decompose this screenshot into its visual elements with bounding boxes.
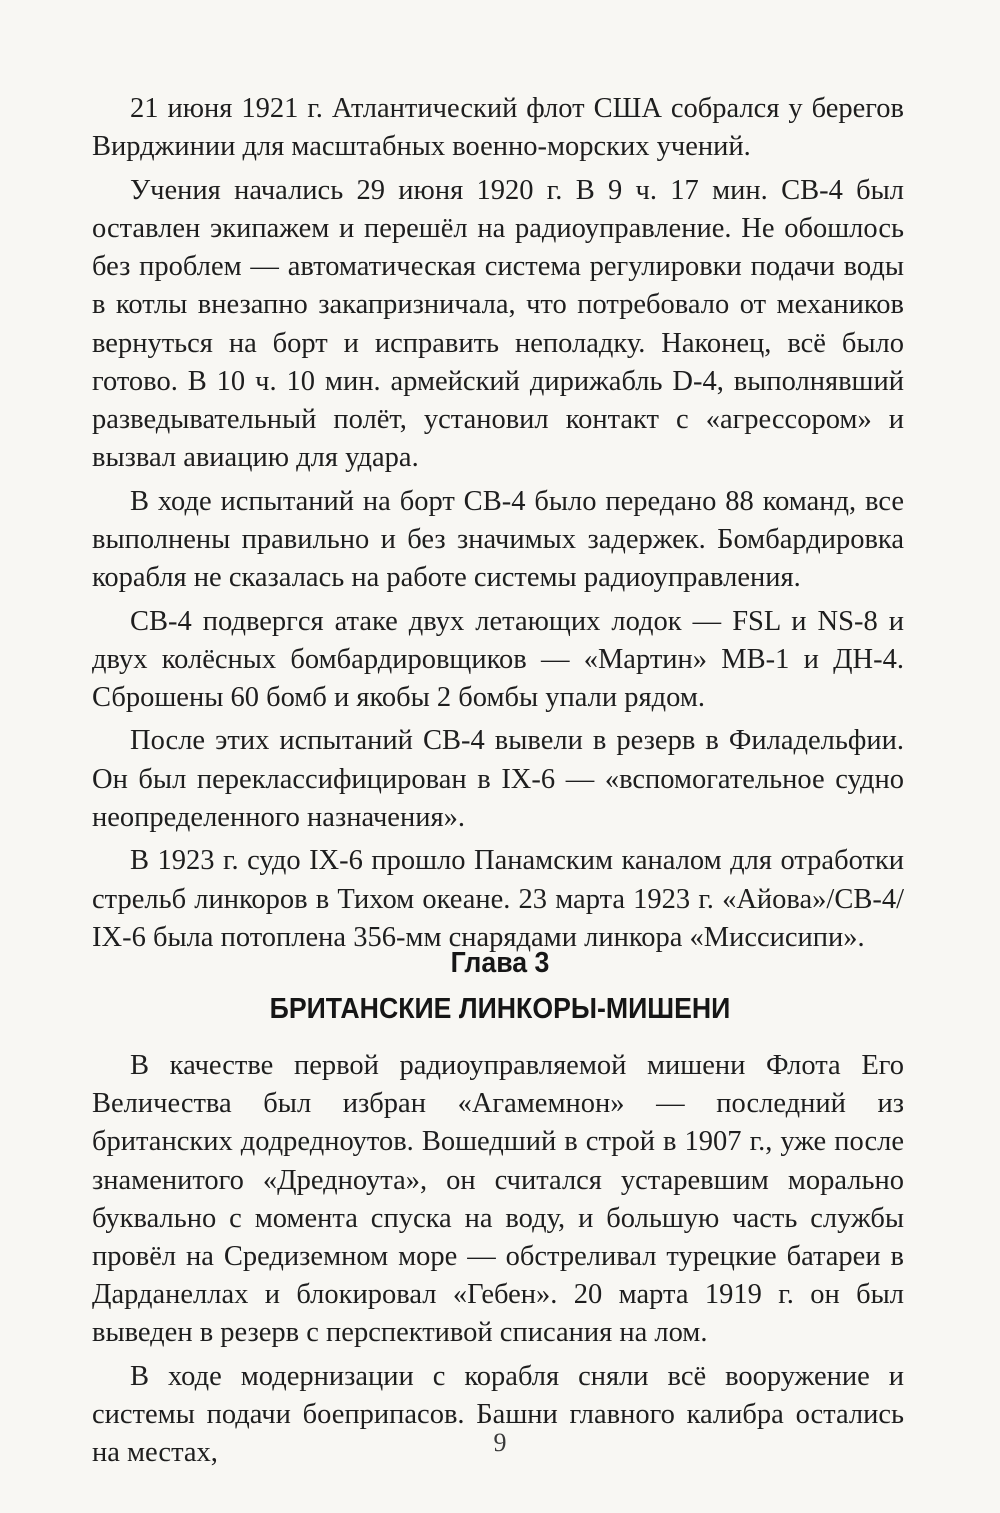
paragraph: В ходе испытаний на борт CB-4 было передано 88 команд, все выполнены правильно и без значимых задержек. Бомбардировка корабля не сказалась на работе системы радиоуправления. <box>92 485 904 594</box>
paragraph: В 1923 г. судо IX-6 прошло Панамским каналом для отработки стрельб линкоров в Тихом океане. 23 марта 1923 г. «Айова»/CB-4/ IX-6 была потоплена 356-мм снарядами линкора «Миссисипи». <box>92 845 904 953</box>
chapter-heading <box>40 940 960 1032</box>
text-block-after-chapter <box>92 1047 904 1478</box>
paragraph: 21 июня 1921 г. Атлантический флот США собрался у берегов Вирджинии для масштабных военно-морских учений. <box>92 93 904 163</box>
paragraph: CB-4 подвергся атаке двух летающих лодок — FSL и NS-8 и двух колёсных бомбардировщиков — «Мартин» MB-1 и ДН-4. Сброшены 60 бомб и якобы 2 бомбы упали рядом. <box>92 605 904 713</box>
page-number: 9 <box>493 1428 507 1457</box>
paragraph: После этих испытаний CB-4 вывели в резерв в Филадельфии. Он был переклассифицирован в IX-6 — «вспомогательное судно неопределенного назначения». <box>92 725 904 833</box>
text-block-before-chapter <box>92 90 904 962</box>
paragraph: В ходе модернизации с корабля сняли всё вооружение и системы подачи боеприпасов. Башни главного калибра остались на местах, <box>92 1360 904 1469</box>
paragraph: В качестве первой радиоуправляемой мишени Флота Его Величества был избран «Агамемнон» — последний из британских додредноутов. Вошедший в строй в 1907 г., уже после знаменитого «Дредноута», он считался устаревшим морально буквально с момента спуска на воду, и большую часть службы провёл на Средиземном море — обстреливал турецкие батареи в Дарданеллах и блокировал «Гебен». 20 марта 1919 г. он был выведен в резерв с перспективой списания на лом. <box>92 1050 904 1349</box>
chapter-title: БРИТАНСКИЕ ЛИНКОРЫ-МИШЕНИ <box>269 993 731 1025</box>
chapter-number: Глава 3 <box>450 947 550 979</box>
paragraph: Учения начались 29 июня 1920 г. В 9 ч. 17 мин. CB-4 был оставлен экипажем и перешёл на радиоуправление. Не обошлось без проблем — автоматическая система регулировки подачи воды в котлы внезапно закапризничала, что потребовало от механиков вернуться на борт и исправить неполадку. Наконец, всё было готово. В 10 ч. 10 мин. армейский дирижабль D-4, выполнявший разведывательный полёт, установил контакт с «агрессором» и вызвал авиацию для удара. <box>92 174 904 474</box>
